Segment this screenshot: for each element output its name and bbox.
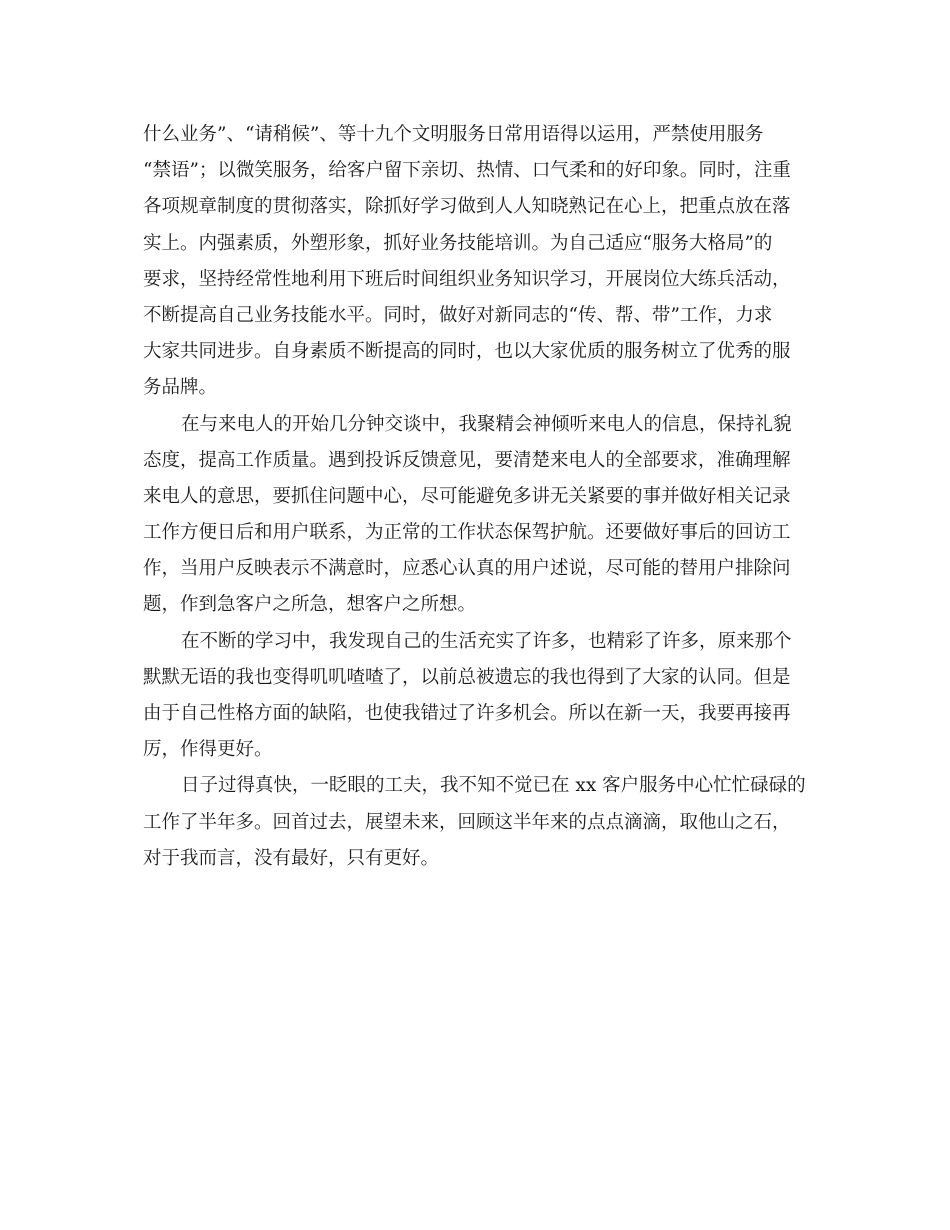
text-line: 各项规章制度的贯彻落实，除抓好学习做到人人知晓熟记在心上，把重点放在落 xyxy=(143,196,791,218)
text-line: 题，作到急客户之所急，想客户之所想。 xyxy=(143,594,477,616)
text-line: 由于自己性格方面的缺陷，也使我错过了许多机会。所以在新一天，我要再接再 xyxy=(143,703,791,724)
text-line: 对于我而言，没有最好，只有更好。 xyxy=(143,847,440,869)
text-line: 在与来电人的开始几分钟交谈中，我聚精会神倾听来电人的信息，保持礼貌 xyxy=(181,413,792,435)
paragraph-3 xyxy=(143,624,807,769)
text-line: 态度，提高工作质量。遇到投诉反馈意见，要清楚来电人的全部要求，准确理解 xyxy=(143,449,791,471)
text-line: 工作方便日后和用户联系，为正常的工作状态保驾护航。还要做好事后的回访工 xyxy=(143,522,791,544)
paragraph-1 xyxy=(143,117,807,407)
text-line: 务品牌。 xyxy=(143,377,218,399)
document-body xyxy=(143,117,807,877)
text-line: 日子过得真快，一眨眼的工夫，我不知不觉已在 xx 客户服务中心忙忙碌碌的 xyxy=(181,775,806,797)
text-line: 什么业务”、“请稍候”、等十九个文明服务日常用语得以运用，严禁使用服务 xyxy=(143,124,764,145)
text-line: 不断提高自己业务技能水平。同时，做好对新同志的“传、帮、带”工作，力求 xyxy=(143,304,773,326)
text-line: 要求，坚持经常性地利用下班后时间组织业务知识学习，开展岗位大练兵活动， xyxy=(143,268,791,290)
text-line: 默默无语的我也变得叽叽喳喳了，以前总被遗忘的我也得到了大家的认同。但是 xyxy=(143,666,791,688)
text-line: 大家共同进步。自身素质不断提高的同时，也以大家优质的服务树立了优秀的服 xyxy=(143,341,791,363)
text-line: 厉，作得更好。 xyxy=(143,739,273,761)
text-line: 工作了半年多。回首过去，展望未来，回顾这半年来的点点滴滴，取他山之石， xyxy=(143,811,791,833)
text-line: 来电人的意思，要抓住问题中心，尽可能避免多讲无关紧要的事并做好相关记录 xyxy=(143,485,791,507)
paragraph-2 xyxy=(143,407,807,624)
text-line: 实上。内强素质，外塑形象，抓好业务技能培训。为自己适应“服务大格局”的 xyxy=(143,232,773,254)
text-line: 在不断的学习中，我发现自己的生活充实了许多，也精彩了许多，原来那个 xyxy=(181,630,792,652)
text-line: 作，当用户反映表示不满意时，应悉心认真的用户述说，尽可能的替用户排除问 xyxy=(143,558,791,580)
text-line: “禁语”；以微笑服务，给客户留下亲切、热情、口气柔和的好印象。同时，注重 xyxy=(143,160,791,182)
paragraph-4 xyxy=(143,768,807,877)
